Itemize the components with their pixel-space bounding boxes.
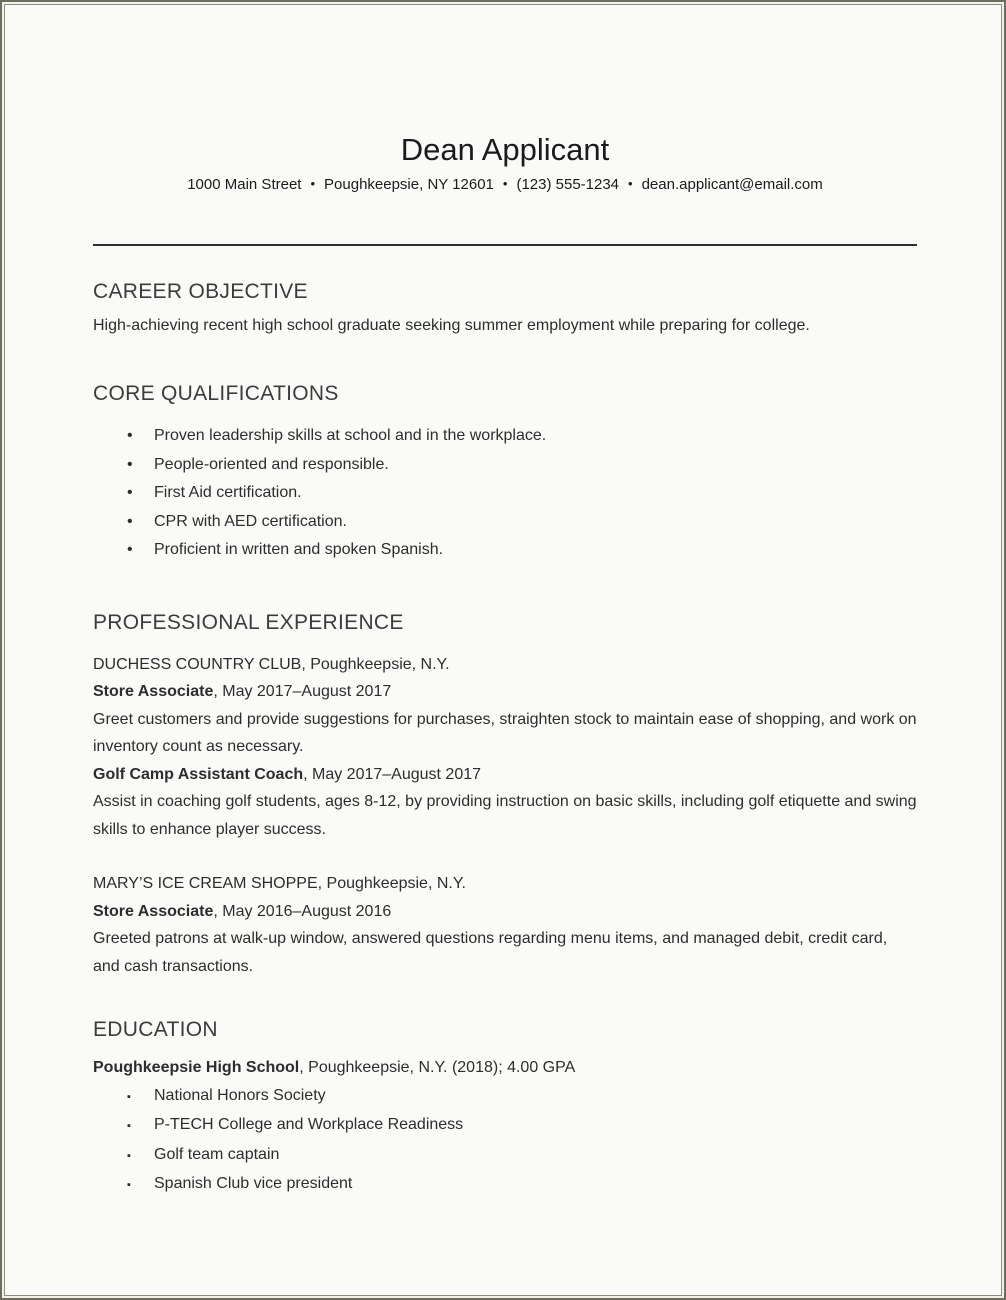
square-bullet-icon: ▪	[127, 1179, 131, 1191]
qualification-text: Proficient in written and spoken Spanish.	[154, 541, 444, 558]
core-qualifications-list	[93, 422, 917, 565]
role-dates: , May 2016–August 2016	[213, 902, 392, 920]
separator-dot: •	[502, 176, 508, 191]
employer-entry-duchess	[93, 651, 917, 844]
header-divider	[93, 244, 917, 246]
resume-content	[5, 5, 1001, 1200]
qualification-text: CPR with AED certification.	[154, 512, 347, 530]
education-item-text: Golf team captain	[154, 1145, 280, 1163]
employer-entry-marys	[93, 870, 917, 980]
bullet-icon: •	[127, 427, 133, 444]
section-heading-education: EDUCATION	[93, 1018, 218, 1041]
company-name: MARY’S ICE CREAM SHOPPE, Poughkeepsie, N.Y.	[93, 875, 466, 892]
section-heading-career-objective: CAREER OBJECTIVE	[93, 280, 308, 303]
bullet-icon: •	[127, 512, 133, 530]
list-item	[93, 451, 917, 480]
school-name: Poughkeepsie High School	[93, 1059, 300, 1076]
education-item-text: Spanish Club vice president	[154, 1175, 353, 1192]
separator-dot: •	[310, 176, 316, 191]
qualification-text: People-oriented and responsible.	[154, 455, 389, 473]
contact-address: 1000 Main Street	[187, 176, 302, 193]
applicant-name: Dean Applicant	[400, 132, 610, 167]
bullet-icon: •	[127, 455, 133, 473]
role-title: Store Associate	[93, 902, 214, 920]
bullet-icon: •	[127, 541, 133, 558]
school-details: , Poughkeepsie, N.Y. (2018); 4.00 GPA	[299, 1059, 576, 1076]
role-line	[93, 898, 917, 926]
education-item-text: P-TECH College and Workplace Readiness	[154, 1116, 464, 1133]
role-title: Golf Camp Assistant Coach	[93, 765, 304, 783]
resume-page-inner	[4, 4, 1002, 1296]
contact-city: Poughkeepsie, NY 12601	[324, 176, 494, 193]
education-list	[93, 1082, 917, 1200]
role-description: Greet customers and provide suggestions for purchases, straighten stock to maintain ease of shopping, and work on inventory count as necessary.	[93, 710, 917, 755]
list-item	[93, 422, 917, 451]
list-item	[93, 1170, 917, 1200]
list-item	[93, 536, 917, 565]
list-item	[93, 1082, 917, 1112]
square-bullet-icon: ▪	[127, 1090, 131, 1103]
square-bullet-icon: ▪	[127, 1120, 131, 1132]
separator-dot: •	[628, 176, 633, 191]
list-item	[93, 1111, 917, 1141]
role-line	[93, 761, 917, 789]
school-line	[93, 1054, 917, 1082]
education-item-text: National Honors Society	[154, 1086, 326, 1104]
contact-line	[93, 173, 917, 196]
list-item	[93, 508, 917, 537]
role-dates: , May 2017–August 2017	[303, 765, 482, 783]
list-item	[93, 1141, 917, 1171]
square-bullet-icon: ▪	[127, 1149, 131, 1162]
qualification-text: Proven leadership skills at school and in the workplace.	[154, 427, 547, 444]
role-description: Greeted patrons at walk-up window, answered questions regarding menu items, and managed debit, credit card, and cash transactions.	[93, 930, 888, 975]
contact-phone: (123) 555-1234	[516, 176, 620, 193]
section-heading-professional-experience: PROFESSIONAL EXPERIENCE	[93, 610, 404, 634]
role-description: Assist in coaching golf students, ages 8-12, by providing instruction on basic skills, including golf etiquette and swing skills to enhance player success.	[93, 793, 917, 838]
section-heading-core-qualifications: CORE QUALIFICATIONS	[93, 382, 339, 405]
bullet-icon: •	[127, 484, 133, 501]
list-item	[93, 479, 917, 508]
company-name: DUCHESS COUNTRY CLUB, Poughkeepsie, N.Y.	[93, 655, 450, 673]
contact-email: dean.applicant@email.com	[641, 176, 823, 193]
role-line	[93, 678, 917, 706]
qualification-text: First Aid certification.	[154, 484, 302, 501]
career-objective-text: High-achieving recent high school graduate seeking summer employment while preparing for college.	[93, 317, 810, 334]
role-dates: , May 2017–August 2017	[213, 683, 392, 700]
role-title: Store Associate	[93, 683, 214, 700]
